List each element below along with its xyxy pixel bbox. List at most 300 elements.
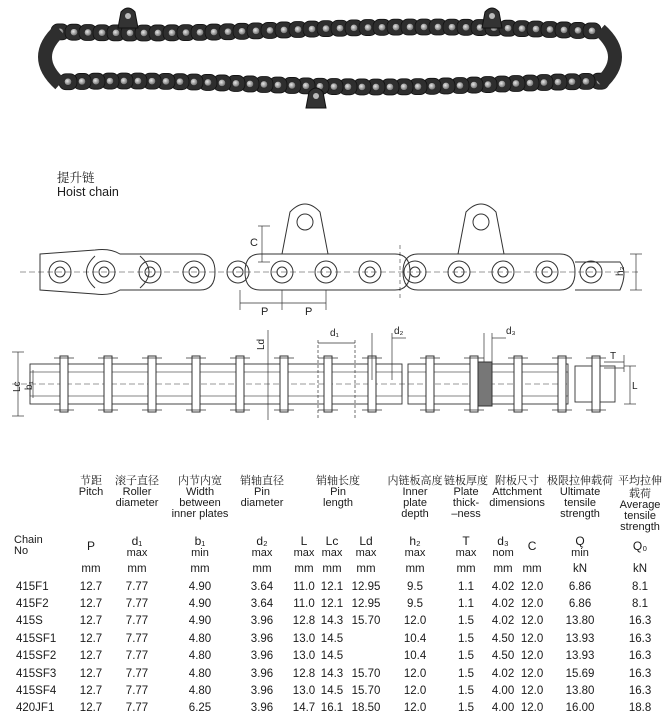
top-pin (514, 356, 522, 412)
header-group-cell (614, 474, 666, 533)
spec-table (14, 474, 666, 717)
photo-chain-pin (120, 77, 127, 84)
header-group-cn: 销轴直径 (240, 474, 284, 487)
photo-chain-pin (246, 80, 253, 87)
value-cell: 16.3 (628, 667, 652, 680)
table-row (14, 665, 666, 682)
value-cell: 14.5 (320, 650, 344, 663)
photo-attachment-hole (125, 13, 131, 19)
photo-chain-pin (378, 24, 385, 31)
photo-chain-pin (414, 83, 421, 90)
value-cell: 12.7 (79, 632, 103, 645)
value-cell: 12.0 (520, 702, 544, 715)
value-cell: 18.50 (351, 702, 381, 715)
value-cell: 12.7 (79, 598, 103, 611)
value-cell: 4.50 (491, 632, 515, 645)
photo-chain-pin (224, 28, 231, 35)
value-cell: 13.0 (292, 650, 316, 663)
table-row (14, 595, 666, 612)
photo-chain-pin (288, 82, 295, 89)
header-symbol-qualifier: nom (492, 546, 514, 559)
photo-chain-pin (336, 25, 343, 32)
header-group-cn: 附板尺寸 (495, 474, 540, 487)
photo-chain-pin (238, 28, 245, 35)
photo-chain-pin (168, 29, 175, 36)
header-symbol-qualifier: max (404, 546, 426, 559)
header-symbol-cell (614, 533, 666, 559)
label-P-left: P (261, 306, 269, 318)
value-cell: 12.0 (403, 685, 427, 698)
value-cell: 12.7 (79, 667, 103, 680)
header-group-en: thick- (452, 497, 480, 509)
value-cell: 14.5 (320, 685, 344, 698)
photo-chain-pin (442, 82, 449, 89)
table-row (14, 648, 666, 665)
value-cell: 4.02 (491, 615, 515, 628)
table-row (14, 700, 666, 717)
value-cell: 4.90 (188, 615, 212, 628)
header-symbol: h₂ (409, 533, 421, 548)
photo-chain-pin (126, 29, 133, 36)
value-cell: 4.02 (491, 667, 515, 680)
header-symbol: T (462, 533, 470, 548)
photo-chain-pin (420, 23, 427, 30)
photo-chain-pin (546, 26, 553, 33)
header-group-en: Roller (122, 486, 152, 498)
photo-chain-pin (64, 78, 71, 85)
unit-cell: mm (294, 562, 314, 575)
value-cell: 4.90 (188, 580, 212, 593)
header-chain-no (14, 533, 74, 559)
label-d3: d₃ (506, 326, 516, 337)
header-group-en: Width (185, 486, 215, 498)
value-cell (346, 648, 386, 665)
header-group-en: strength (620, 521, 660, 533)
unit-cell: mm (322, 562, 342, 575)
photo-attachment-hole (489, 13, 495, 19)
value-cell: 13.93 (565, 632, 595, 645)
photo-chain-pin (540, 79, 547, 86)
value-cell: 1.1 (458, 580, 475, 593)
value-cell: 12.7 (79, 685, 103, 698)
header-group-en: tensile (624, 510, 656, 522)
label-d1: d₁ (330, 328, 339, 339)
value-cell: 12.7 (79, 650, 103, 663)
photo-chain-pin (210, 28, 217, 35)
photo-chain-pin (274, 81, 281, 88)
value-cell: 11.0 (293, 598, 315, 611)
header-symbol: d₃ (497, 533, 509, 548)
value-cell: 12.95 (351, 598, 381, 611)
value-cell: 1.5 (458, 615, 475, 628)
photo-chain-pin (518, 25, 525, 32)
value-cell: 6.86 (568, 580, 592, 593)
unit-cell: mm (190, 562, 210, 575)
value-cell: 3.96 (250, 667, 274, 680)
header-unit-row (14, 559, 666, 578)
value-cell: 12.8 (292, 667, 316, 680)
photo-chain-pin (588, 27, 595, 34)
header-group-cell (234, 474, 290, 533)
header-symbol-row (14, 533, 666, 559)
photo-chain-pin (470, 81, 477, 88)
value-cell (346, 630, 386, 647)
header-symbol: Lc (325, 533, 339, 548)
value-cell: 4.80 (188, 632, 212, 645)
technical-drawing (0, 130, 670, 460)
top-pin (104, 356, 112, 412)
unit-cell: kN (633, 562, 648, 575)
photo-chain-pin (582, 78, 589, 85)
value-cell: 12.0 (403, 702, 427, 715)
photo-chain-pin (260, 81, 267, 88)
label-Ld: Ld (256, 338, 267, 350)
chain-model-cell: 415SF1 (16, 632, 57, 645)
header-group-en: plate (403, 497, 427, 509)
value-cell: 9.5 (407, 598, 424, 611)
header-symbol: Q (575, 533, 585, 548)
value-cell: 7.77 (125, 685, 149, 698)
header-group-en: diameter (115, 497, 159, 509)
label-b1: b₁ (24, 381, 35, 390)
header-symbol-cell (518, 533, 546, 559)
photo-chain-pin (78, 78, 85, 85)
value-cell: 3.64 (250, 580, 274, 593)
header-symbol: Ld (359, 533, 373, 548)
top-pin (280, 356, 288, 412)
header-group-cell (108, 474, 166, 533)
value-cell: 10.4 (403, 632, 427, 645)
header-group-cell (290, 474, 386, 533)
photo-chain-pin (532, 25, 539, 32)
photo-chain-pin (190, 78, 197, 85)
table-row (14, 613, 666, 630)
chain-model-cell: 420JF1 (16, 702, 55, 715)
photo-chain-pin (98, 29, 105, 36)
top-pin (426, 356, 434, 412)
value-cell: 6.25 (188, 702, 212, 715)
value-cell: 14.3 (320, 615, 344, 628)
value-cell: 12.1 (320, 598, 344, 611)
value-cell: 18.8 (628, 702, 652, 715)
header-symbol-cell (444, 533, 488, 559)
photo-chain-pin (428, 83, 435, 90)
value-cell: 16.1 (320, 702, 344, 715)
top-pin (470, 356, 478, 412)
header-group-en: Plate (453, 486, 479, 498)
chain-model-cell: 415S (16, 615, 43, 628)
value-cell: 12.8 (292, 615, 316, 628)
photo-chain-pin (218, 79, 225, 86)
value-cell: 3.96 (250, 650, 274, 663)
value-cell: 4.90 (188, 598, 212, 611)
header-group-cn: 销轴长度 (316, 474, 361, 487)
photo-chain-pin (512, 80, 519, 87)
header-group-cn: 内节内宽 (178, 474, 222, 487)
value-cell: 13.80 (565, 685, 595, 698)
header-blank-cell (14, 474, 74, 533)
header-group-cell (386, 474, 444, 533)
photo-chain-pin (400, 83, 407, 90)
header-group-cn: 极限拉伸载荷 (547, 474, 614, 487)
unit-cell: mm (81, 562, 101, 575)
label-C: C (250, 237, 258, 249)
photo-chain-pin (176, 78, 183, 85)
chain-model-cell: 415F2 (16, 598, 49, 611)
photo-chain-pin (344, 83, 351, 90)
photo-chain-pin (484, 81, 491, 88)
value-cell: 4.50 (491, 650, 515, 663)
header-chain-no-line: Chain (14, 534, 43, 546)
header-group-en: Ultimate (559, 486, 601, 498)
value-cell: 7.77 (125, 667, 149, 680)
value-cell: 12.0 (520, 667, 544, 680)
chain-model-cell: 415F1 (16, 580, 49, 593)
header-group-cell (444, 474, 488, 533)
photo-chain-pin (350, 24, 357, 31)
value-cell: 7.77 (125, 598, 149, 611)
value-cell: 1.1 (458, 598, 475, 611)
label-d2: d₂ (394, 326, 404, 337)
unit-cell: mm (356, 562, 376, 575)
value-cell: 12.0 (403, 667, 427, 680)
value-cell: 13.93 (565, 650, 595, 663)
photo-chain-pin (302, 82, 309, 89)
value-cell: 7.77 (125, 632, 149, 645)
photo-chain-pin (134, 77, 141, 84)
header-symbol-qualifier: max (251, 546, 273, 559)
header-symbol-cell (166, 533, 234, 559)
photo-chain-pin (112, 29, 119, 36)
header-symbol-cell (386, 533, 444, 559)
photo-chain-pin (504, 25, 511, 32)
value-cell: 4.00 (491, 702, 515, 715)
top-pin (192, 356, 200, 412)
label-h2: h₂ (615, 266, 626, 276)
photo-chain-pin (162, 78, 169, 85)
header-group-en: Pin (330, 486, 346, 498)
value-cell: 7.77 (125, 650, 149, 663)
photo-chain-pin (364, 24, 371, 31)
header-symbol: d₂ (256, 533, 268, 548)
header-group-cn: 链板厚度 (444, 474, 489, 487)
photo-chain-pin (456, 82, 463, 89)
value-cell: 3.96 (250, 615, 274, 628)
header-group-cn: 内链板高度 (387, 474, 443, 487)
value-cell: 1.5 (458, 685, 475, 698)
photo-chain-pin (266, 27, 273, 34)
photo-chain-pin (154, 29, 161, 36)
value-cell: 3.96 (250, 632, 274, 645)
chain-photo (0, 0, 670, 130)
value-cell: 6.86 (568, 598, 592, 611)
value-cell: 14.7 (292, 702, 316, 715)
header-group-cn: 滚子直径 (115, 474, 159, 487)
photo-chain-pin (106, 77, 113, 84)
photo-chain-pin (322, 25, 329, 32)
value-cell: 16.3 (628, 615, 652, 628)
photo-chain-pin (448, 24, 455, 31)
caption-english: Hoist chain (57, 185, 119, 199)
header-symbol: P (86, 539, 95, 553)
header-group-en: diameter (240, 497, 284, 509)
photo-chain-pin (92, 78, 99, 85)
header-symbol-cell (318, 533, 346, 559)
header-group-en: strength (560, 508, 600, 520)
table-row (14, 682, 666, 699)
header-symbol-qualifier: min (191, 546, 209, 559)
value-cell: 1.5 (458, 632, 475, 645)
photo-chain-pin (330, 83, 337, 90)
header-group-cell (74, 474, 108, 533)
header-group-en: Pin (254, 486, 270, 498)
photo-chain-pin (308, 25, 315, 32)
value-cell: 4.80 (188, 667, 212, 680)
header-chain-no-line: No (14, 545, 29, 557)
header-symbol: d₁ (131, 533, 143, 548)
header-group-cell (546, 474, 614, 533)
header-symbol: C (527, 539, 537, 553)
top-pin (324, 356, 332, 412)
photo-chain-pin (252, 27, 259, 34)
top-pin (148, 356, 156, 412)
header-group-en: Average (619, 499, 661, 511)
header-symbol-cell (234, 533, 290, 559)
unit-cell: kN (573, 562, 588, 575)
value-cell: 11.0 (293, 580, 315, 593)
value-cell: 7.77 (125, 580, 149, 593)
value-cell: 12.0 (520, 650, 544, 663)
value-cell: 4.02 (491, 580, 515, 593)
value-cell: 12.0 (520, 685, 544, 698)
value-cell: 16.3 (628, 650, 652, 663)
value-cell: 3.96 (250, 685, 274, 698)
value-cell: 4.80 (188, 685, 212, 698)
top-pin (60, 356, 68, 412)
photo-chain-pin (294, 26, 301, 33)
chain-model-cell: 415SF2 (16, 650, 57, 663)
photo-chain-pin (392, 24, 399, 31)
photo-chain-bend-left (45, 30, 60, 84)
photo-attachment-hole (313, 93, 319, 99)
photo-chain-pin (196, 29, 203, 36)
value-cell: 8.1 (632, 598, 649, 611)
table-row (14, 630, 666, 647)
label-L: L (632, 381, 638, 392)
chain-model-cell: 415SF4 (16, 685, 57, 698)
value-cell: 16.00 (565, 702, 595, 715)
header-group-en: tensile (564, 497, 596, 509)
chain-model-cell: 415SF3 (16, 667, 57, 680)
value-cell: 15.69 (565, 667, 595, 680)
unit-cell: mm (127, 562, 147, 575)
unit-cell: mm (493, 562, 513, 575)
value-cell: 12.95 (351, 580, 381, 593)
value-cell: 9.5 (407, 580, 424, 593)
photo-chain-pin (280, 26, 287, 33)
value-cell: 12.7 (79, 615, 103, 628)
value-cell: 3.64 (250, 598, 274, 611)
photo-chain-pin (462, 24, 469, 31)
photo-chain-pin (434, 23, 441, 30)
side-view-dimensions (240, 226, 642, 310)
value-cell: 12.0 (403, 615, 427, 628)
header-group-en: Attchment (492, 486, 542, 498)
value-cell: 14.5 (320, 632, 344, 645)
header-group-en: Inner (402, 486, 428, 498)
photo-chain-pin (358, 83, 365, 90)
value-cell: 12.0 (520, 632, 544, 645)
header-group-cn: 节距 (80, 474, 102, 487)
value-cell: 15.70 (351, 685, 381, 698)
photo-chain-pin (498, 80, 505, 87)
header-group-en: inner plates (171, 508, 229, 520)
top-view-chain (12, 362, 615, 406)
value-cell: 16.3 (628, 685, 652, 698)
header-group-cell (488, 474, 546, 533)
header-symbol-qualifier: max (321, 546, 343, 559)
value-cell: 1.5 (458, 702, 475, 715)
photo-chain-pin (204, 79, 211, 86)
caption-chinese: 提升链 (57, 170, 95, 185)
photo-chain-pin (84, 29, 91, 36)
header-group-en: Pitch (78, 486, 104, 498)
photo-chain-pin (148, 78, 155, 85)
value-cell: 1.5 (458, 667, 475, 680)
photo-chain-pin (574, 27, 581, 34)
value-cell: 4.80 (188, 650, 212, 663)
unit-cell: mm (522, 562, 542, 575)
value-cell: 15.70 (351, 667, 381, 680)
label-Lc: Lc (12, 381, 23, 392)
value-cell: 12.0 (520, 580, 544, 593)
photo-chain-pin (140, 29, 147, 36)
header-group-en: depth (401, 508, 429, 520)
value-cell: 12.7 (79, 580, 103, 593)
photo-chain-pin (554, 78, 561, 85)
value-cell: 12.1 (320, 580, 344, 593)
label-P-right: P (305, 306, 313, 318)
header-symbol-cell (290, 533, 318, 559)
value-cell: 7.77 (125, 615, 149, 628)
photo-chain-pin (386, 83, 393, 90)
header-group-cell (166, 474, 234, 533)
header-symbol-cell (108, 533, 166, 559)
header-group-en: –ness (451, 508, 481, 520)
value-cell: 4.02 (491, 598, 515, 611)
top-pin (558, 356, 566, 412)
label-T: T (610, 351, 617, 362)
value-cell: 1.5 (458, 650, 475, 663)
header-symbol: b₁ (194, 533, 206, 548)
unit-cell: mm (456, 562, 476, 575)
header-symbol-cell (546, 533, 614, 559)
value-cell: 13.0 (292, 632, 316, 645)
unit-blank-cell (14, 559, 74, 578)
header-group-en: dimensions (489, 497, 545, 509)
value-cell: 12.0 (520, 598, 544, 611)
header-group-en: between (179, 497, 221, 509)
value-cell: 8.1 (632, 580, 649, 593)
attachment-plates (282, 204, 504, 254)
top-pin (236, 356, 244, 412)
header-symbol-qualifier: max (355, 546, 377, 559)
value-cell: 3.96 (250, 702, 274, 715)
photo-chain-pin (372, 83, 379, 90)
photo-chain-pin (560, 26, 567, 33)
value-cell: 15.70 (351, 615, 381, 628)
header-symbol-qualifier: min (571, 546, 589, 559)
